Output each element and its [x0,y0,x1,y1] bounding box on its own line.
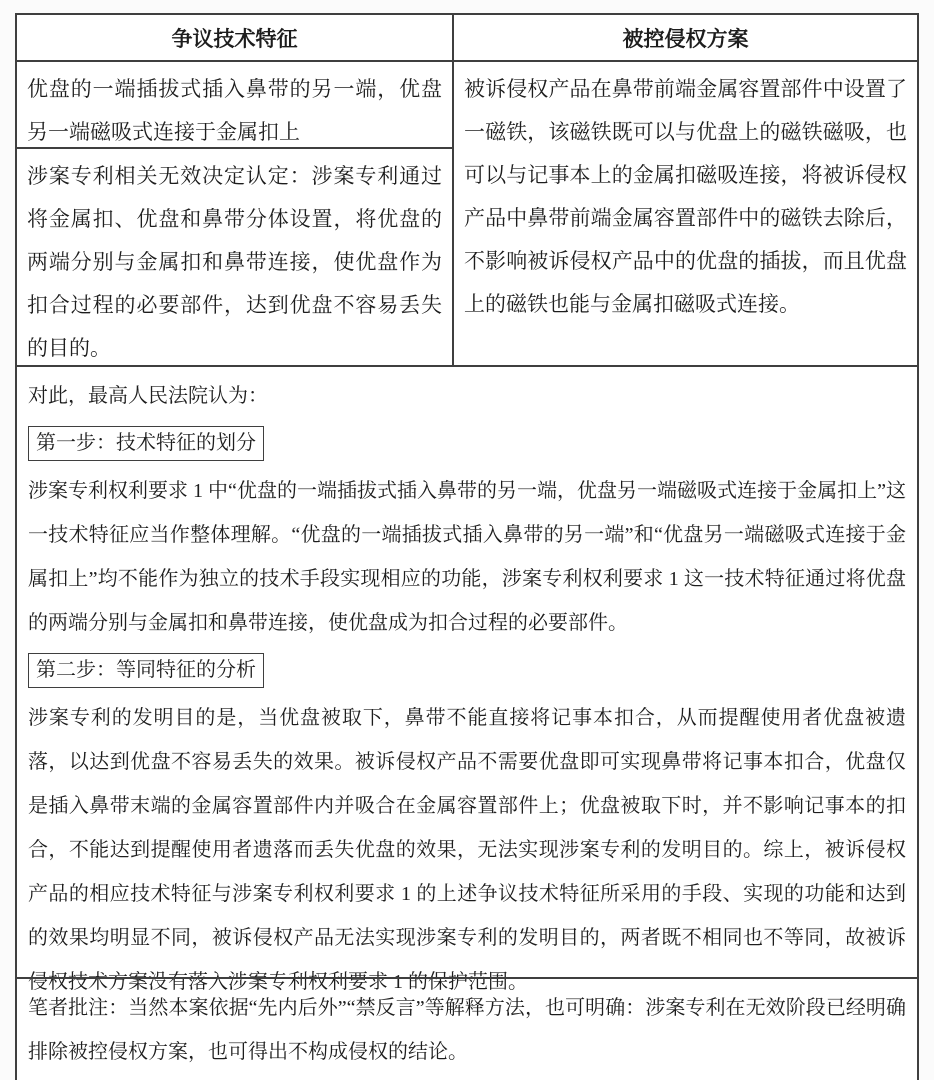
step2-analysis-paragraph: 涉案专利的发明目的是，当优盘被取下，鼻带不能直接将记事本扣合，从而提醒使用者优盘被遗落，以达到优盘不容易丢失的效果。被诉侵权产品不需要优盘即可实现鼻带将记事本扣合，优盘仅是插入鼻带末端的金属容置部件内并吸合在金属容置部件上；优盘被取下时，并不影响记事本的扣合，不能达到提醒使用者遗落而丢失优盘的效果，无法实现涉案专利的发明目的。综上，被诉侵权产品的相应技术特征与涉案专利权利要求 1 的上述争议技术特征所采用的手段、实现的功能和达到的效果均明显不同，被诉侵权产品无法实现涉案专利的发明目的，两者既不相同也不等同，故被诉侵权技术方案没有落入涉案专利权利要求 1 的保护范围。 [28,707,906,993]
author-note-paragraph: 笔者批注：当然本案依据“先内后外”“禁反言”等解释方法，也可明确：涉案专利在无效阶段已经明确排除被控侵权方案，也可得出不构成侵权的结论。 [28,997,906,1063]
step2-heading-box: 第二步：等同特征的分析 [28,653,264,688]
column-header-disputed-technical-features: 争议技术特征 [17,15,452,62]
court-analysis-section [17,365,917,993]
patent-comparison-table [15,13,919,1080]
accused-solution-cell: 被诉侵权产品在鼻带前端金属容置部件中设置了一磁铁，该磁铁既可以与优盘上的磁铁磁吸，也可以与记事本上的金属扣磁吸连接，将被诉侵权产品中鼻带前端金属容置部件中的磁铁去除后，不影响被诉侵权产品中的优盘的插拔，而且优盘上的磁铁也能与金属扣磁吸式连接。 [452,62,917,365]
column-header-accused-infringing-solution: 被控侵权方案 [452,15,917,62]
step1-heading-line [28,421,906,465]
step1-analysis-paragraph: 涉案专利权利要求 1 中“优盘的一端插拔式插入鼻带的另一端，优盘另一端磁吸式连接于金属扣上”这一技术特征应当作整体理解。“优盘的一端插拔式插入鼻带的另一端”和“优盘另一端磁吸式连接于金属扣上”均不能作为独立的技术手段实现相应的功能，涉案专利权利要求 1 这一技术特征通过将优盘的两端分别与金属扣和鼻带连接，使优盘成为扣合过程的必要部件。 [28,480,906,634]
invalidity-decision-cell: 涉案专利相关无效决定认定：涉案专利通过将金属扣、优盘和鼻带分体设置，将优盘的两端分别与金属扣和鼻带连接，使优盘作为扣合过程的必要部件，达到优盘不容易丢失的目的。 [17,147,452,365]
court-opinion-intro: 对此，最高人民法院认为： [28,385,268,407]
author-note-section [17,977,917,1080]
step1-heading-box: 第一步：技术特征的划分 [28,426,264,461]
disputed-feature-cell: 优盘的一端插拔式插入鼻带的另一端，优盘另一端磁吸式连接于金属扣上 [27,77,442,144]
step2-heading-line [28,648,906,692]
